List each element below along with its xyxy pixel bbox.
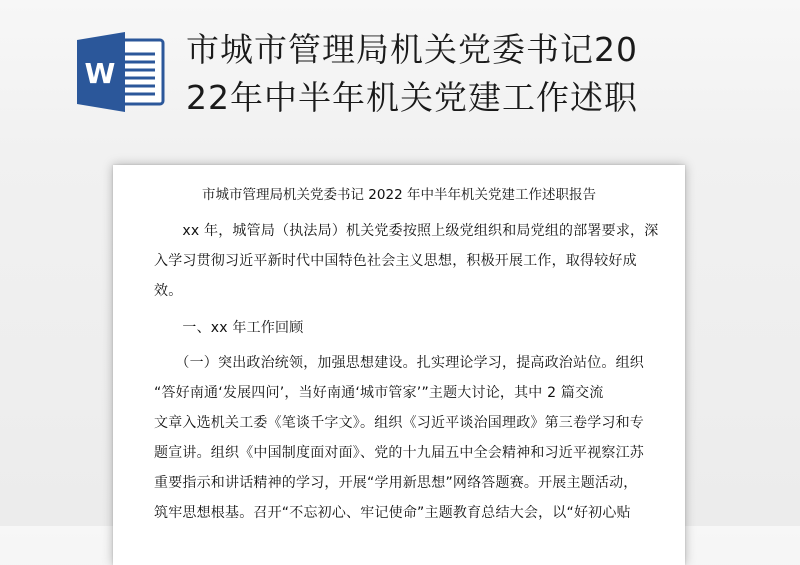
- document-line-8: 题宣讲。组织《中国制度面对面》、党的十九届五中全会精神和习近平视察江苏: [154, 445, 644, 461]
- word-document-icon: [75, 32, 167, 112]
- document-line-10: 筑牢思想根基。召开“不忘初心、牢记使命”主题教育总结大会，以“好初心贴: [154, 505, 631, 521]
- banner-title: [186, 26, 706, 122]
- word-icon-graphic: [75, 32, 167, 112]
- document-line-2: 入学习贯彻习近平新时代中国特色社会主义思想，积极开展工作，取得较好成: [154, 253, 637, 269]
- document-line-9: 重要指示和讲话精神的学习，开展“学用新思想”网络答题赛。开展主题活动，: [154, 475, 638, 491]
- document-page: [113, 165, 685, 565]
- document-line-7: 文章入选机关工委《笔谈千字文》。组织《习近平谈治国理政》第三卷学习和专: [154, 415, 644, 431]
- banner-title-line-1: 市城市管理局机关党委书记20: [186, 30, 638, 69]
- document-line-4: 一、xx 年工作回顾: [154, 320, 304, 336]
- banner: [0, 0, 800, 150]
- document-title: 市城市管理局机关党委书记 2022 年中半年机关党建工作述职报告: [202, 187, 596, 203]
- document-line-5: （一）突出政治统领，加强思想建设。扎实理论学习，提高政治站位。组织: [154, 355, 644, 371]
- banner-title-line-2: 22年中半年机关党建工作述职: [186, 78, 638, 117]
- document-line-1: xx 年，城管局（执法局）机关党委按照上级党组织和局党组的部署要求，深: [154, 223, 659, 239]
- document-line-6: “答好南通‘发展四问’，当好南通‘城市管家’”主题大讨论，其中 2 篇交流: [154, 385, 604, 401]
- document-line-3: 效。: [154, 283, 183, 299]
- word-icon-letter: W: [84, 57, 116, 90]
